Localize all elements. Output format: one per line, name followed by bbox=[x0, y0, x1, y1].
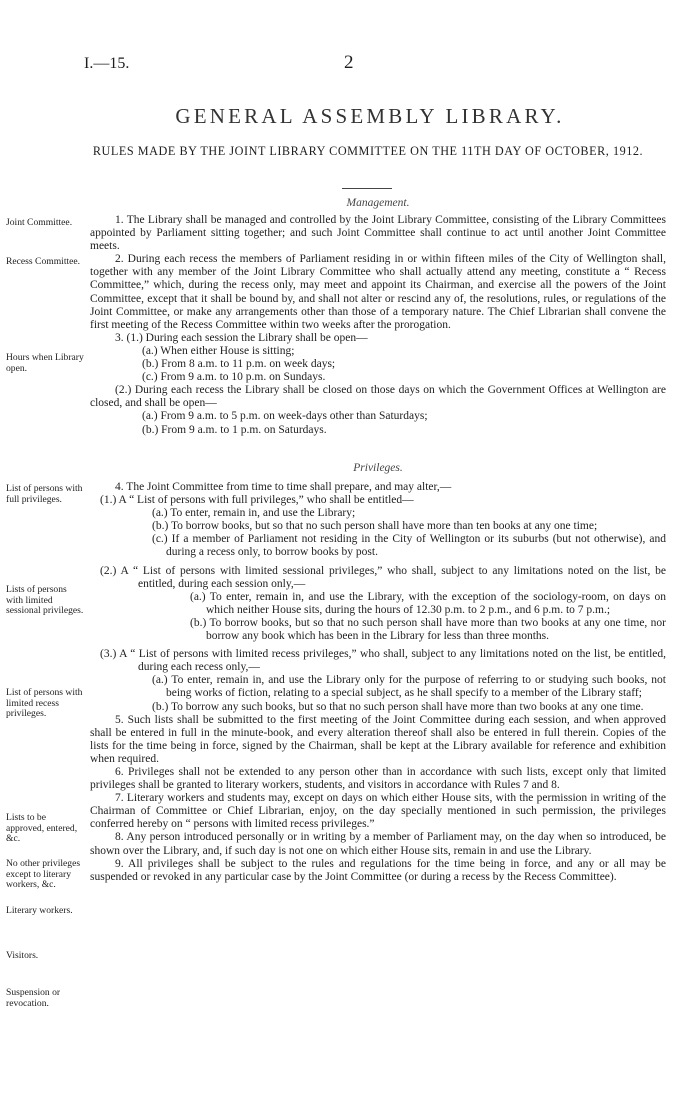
rule-3-2-b: (b.) From 9 a.m. to 1 p.m. on Saturdays. bbox=[142, 423, 327, 436]
rule-4-1-a: (a.) To enter, remain in, and use the Library; bbox=[152, 507, 356, 520]
rule-7: 7. Literary workers and students may, except on days on which either House sits, with the permission in writing of the Chairman of Committee or Chief Librarian, enjoy, on the day specially mentioned in such permission, the privileges conferred hereby on “ persons with limited recess privileges.” bbox=[90, 792, 666, 831]
rule-4-2: (2.) A “ List of persons with limited sessional privileges,” who shall, subject to any limitations noted on the list, be entitled, during each session only,— bbox=[100, 564, 666, 590]
rule-4-3: (3.) A “ List of persons with limited recess privileges,” who shall, subject to any limitations noted on the list, be entitled, during each recess only,— bbox=[100, 648, 666, 674]
page-title: GENERAL ASSEMBLY LIBRARY. bbox=[175, 104, 565, 128]
rule-4-1-c: (c.) If a member of Parliament not residing in the City of Wellington or its suburbs (but not otherwise), and during a recess only, to borrow books by post. bbox=[152, 533, 666, 559]
side-note-joint-committee: Joint Committee. bbox=[6, 217, 73, 228]
side-note-no-other-privileges: No other privileges except to literary workers, &c. bbox=[6, 858, 81, 890]
side-note-literary-workers: Literary workers. bbox=[6, 905, 73, 916]
side-note-suspension: Suspension or revocation. bbox=[6, 987, 61, 1009]
rule-3-b: (b.) From 8 a.m. to 11 p.m. on week days; bbox=[142, 358, 336, 371]
side-note-visitors: Visitors. bbox=[6, 950, 39, 961]
side-note-recess-committee: Recess Committee. bbox=[6, 256, 81, 267]
rule-3-2: (2.) During each recess the Library shall be closed on those days on which the Government Offices at Wellington are closed, and shall be open— bbox=[90, 384, 666, 410]
rule-1: 1. The Library shall be managed and controlled by the Joint Library Committee, consisting of the Library Committees appointed by Parliament sitting together; and such Joint Committee shall continue to act until another Joint Committee meets. bbox=[90, 214, 666, 253]
section-heading-privileges: Privileges. bbox=[353, 462, 403, 474]
title-divider bbox=[342, 188, 392, 189]
rule-4-2-b: (b.) To borrow books, but so that no such person shall have more than two books at any one time, nor borrow any book which has been in the Library for less than three months. bbox=[190, 616, 666, 643]
rule-5: 5. Such lists shall be submitted to the first meeting of the Joint Committee during each session, and when approved shall be entered in full in the minute-book, and every alteration thereof shall also be entered in full therein. Copies of the lists for the time being in force, signed by the Chairman, shall be kept at the Library available for reference and exhibition when required. bbox=[90, 713, 666, 765]
privileges-rules bbox=[90, 481, 666, 884]
rule-4-intro: 4. The Joint Committee from time to time shall prepare, and may alter,— bbox=[115, 481, 452, 493]
rule-4-1: (1.) A “ List of persons with full privileges,” who shall be entitled— bbox=[100, 494, 414, 507]
rule-4-3-a: (a.) To enter, remain in, and use the Library only for the purpose of referring to or studying such books, not being works of fiction, relating to a special subject, as he shall specify to a member of the Library staff; bbox=[152, 674, 666, 700]
rule-4-3-b: (b.) To borrow any such books, but so that no such person shall have more than two books at any one time. bbox=[152, 700, 644, 713]
side-note-limited-recess: List of persons with limited recess privileges. bbox=[6, 687, 83, 719]
management-rules bbox=[90, 214, 666, 437]
page-number: 2 bbox=[344, 52, 354, 73]
rule-4-1-b: (b.) To borrow books, but so that no such person shall have more than ten books at any one time; bbox=[152, 520, 598, 533]
side-note-limited-sessional: Lists of persons with limited sessional privileges. bbox=[6, 584, 84, 616]
rule-6: 6. Privileges shall not be extended to any person other than in accordance with such lists, except only that limited privileges shall be granted to literary workers, students, and visitors in accordance with Rules 7 and 8. bbox=[90, 765, 666, 792]
rule-9: 9. All privileges shall be subject to the rules and regulations for the time being in force, and any or all may be suspended or revoked in any particular case by the Joint Committee (or during a recess by the Recess Committee). bbox=[90, 857, 666, 883]
side-note-hours-open: Hours when Library open. bbox=[6, 352, 84, 374]
rule-2: 2. During each recess the members of Parliament residing in or within fifteen miles of the City of Wellington shall, together with any member of the Joint Library Committee who shall actually attend any meeting, constitute a “ Recess Committee,” which, during the recess only, may meet and appoint its Chairman, and exercise all the powers of the Joint Committee, except that it shall be bound by, and shall not alter or rescind any of, the resolutions, rules, or regulations of the Joint Committee, or make any arrangements other than those of a temporary nature. The Chief Librarian shall convene the first meeting of the Recess Committee within two weeks after the prorogation. bbox=[90, 253, 666, 331]
rule-3-intro: 3. (1.) During each session the Library shall be open— bbox=[115, 331, 368, 344]
rule-4-2-a: (a.) To enter, remain in, and use the Library, with the exception of the sociology-room, on days on which neither House sits, during the hours of 12.30 p.m. to 2 p.m., and 6 p.m. to 7 p.m.; bbox=[190, 590, 666, 616]
page-subtitle: RULES MADE BY THE JOINT LIBRARY COMMITTEE ON THE 11TH DAY OF OCTOBER, 1912. bbox=[92, 144, 644, 158]
side-note-full-privileges: List of persons with full privileges. bbox=[6, 483, 83, 505]
side-note-lists-approved: Lists to be approved, entered, &c. bbox=[6, 812, 78, 844]
rule-3-c: (c.) From 9 a.m. to 10 p.m. on Sundays. bbox=[142, 371, 326, 384]
section-heading-management: Management. bbox=[346, 197, 410, 209]
rule-3-a: (a.) When either House is sitting; bbox=[142, 344, 295, 357]
document-reference: I.—15. bbox=[84, 55, 130, 72]
rule-8: 8. Any person introduced personally or in writing by a member of Parliament may, on the day when so introduced, be shown over the Library, and, if such day is not one on which either House sits, remain in and use the Library. bbox=[90, 831, 666, 857]
rule-3-2-a: (a.) From 9 a.m. to 5 p.m. on week-days other than Saturdays; bbox=[142, 410, 428, 423]
